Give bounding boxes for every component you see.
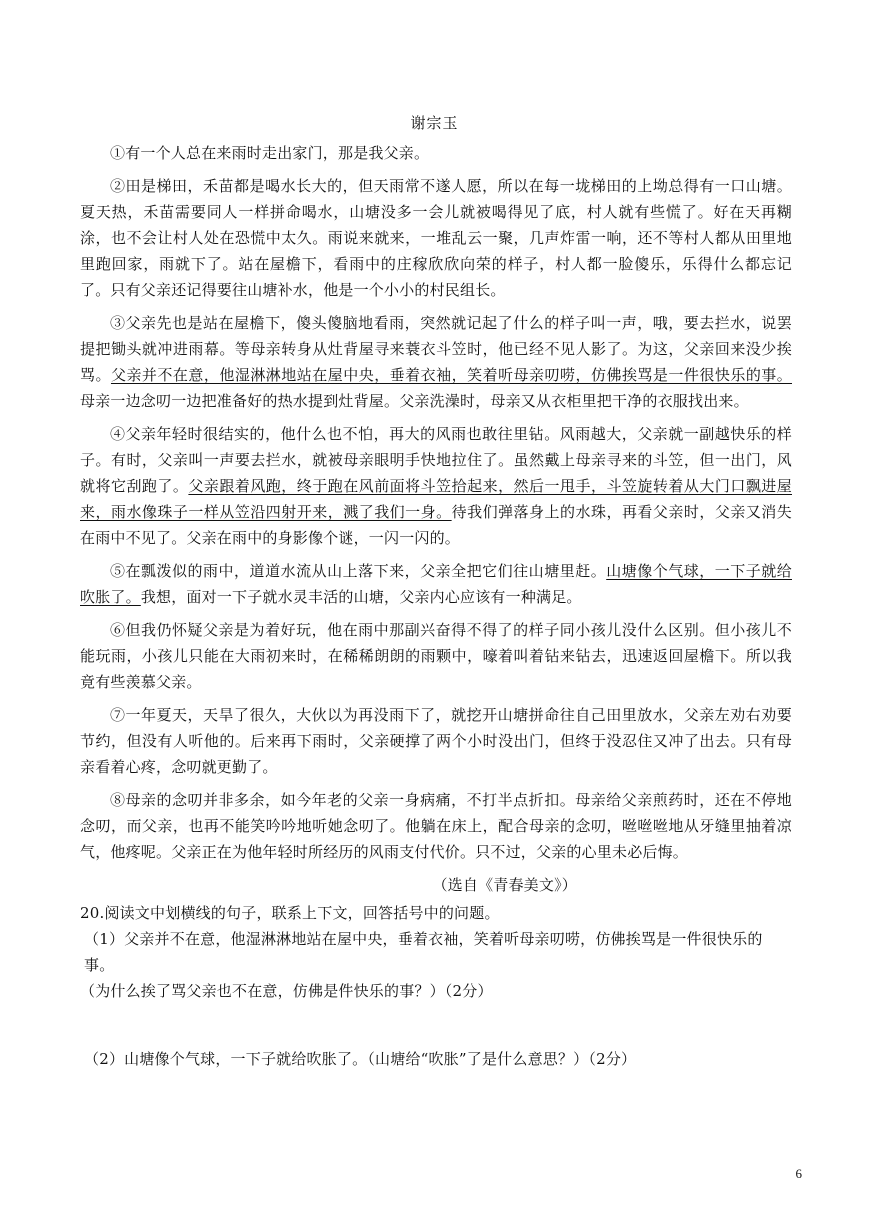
article-paragraphs [80, 140, 792, 865]
paragraph-p7 [80, 702, 792, 780]
paragraph-p3 [80, 310, 792, 414]
paragraph-text: ⑦一年夏天，天旱了很久，大伙以为再没雨下了，就挖开山塘拼命往自己田里放水，父亲左劝右劝要节约，但没有人听他的。后来再下雨时，父亲硬撑了两个小时没出门，但终于没忍住又冲了出去。只有母亲看着心疼，念叨就更勤了。 [80, 706, 792, 776]
paragraph-p6 [80, 617, 792, 695]
question-1-prompt: （为什么挨了骂父亲也不在意，仿佛是件快乐的事？）（2分） [80, 982, 493, 1000]
paragraph-text: 母亲一边念叨一边把准备好的热水提到灶背屋。父亲洗澡时，母亲又从衣柜里把干净的衣服找出来。 [80, 392, 749, 410]
article-source: （选自《青春美文》） [432, 876, 577, 894]
paragraph-text: ②田是梯田，禾苗都是喝水长大的，但天雨常不遂人愿，所以在每一垅梯田的上坳总得有一口山塘。夏天热，禾苗需要同人一样拼命喝水，山塘没多一会儿就被喝得见了底，村人就有些慌了。好在天再糊涂，也不会让村人处在恐慌中太久。雨说来就来，一堆乱云一聚，几声炸雷一响，还不等村人都从田里地里跑回家，雨就下了。站在屋檐下，看雨中的庄稼欣欣向荣的样子，村人都一脸傻乐，乐得什么都忘记了。只有父亲还记得要往山塘补水，他是一个小小的村民组长。 [80, 177, 792, 299]
paragraph-p5 [80, 558, 792, 610]
paragraph-text: 待我们弹落身上的水珠，再看父亲时，父亲又消失在雨中不见了。父亲在雨中的身影像个谜，一闪一闪的。 [80, 503, 792, 547]
paragraph-p8 [80, 787, 792, 865]
paragraph-text: ④父亲年轻时很结实的，他什么也不怕，再大的风雨也敢往里钻。风雨越大，父亲就一副越快乐的样子。有时，父亲叫一声要去拦水，就被母亲眼明手快地拉住了。虽然戴上母亲寻来的斗笠，但一出门，风就将它刮跑了。 [80, 425, 792, 495]
underlined-sentence: 父亲并不在意，他湿淋淋地站在屋中央，垂着衣袖，笑着听母亲叨唠，仿佛挨骂是一件很快乐的事。 [110, 366, 792, 384]
paragraph-p1 [80, 140, 792, 166]
paragraph-text: ⑥但我仍怀疑父亲是为着好玩，他在雨中那副兴奋得不得了的样子同小孩儿没什么区别。但小孩儿不能玩雨，小孩儿只能在大雨初来时，在稀稀朗朗的雨颗中，嚎着叫着钻来钻去，迅速返回屋檐下。所以我竟有些羡慕父亲。 [80, 621, 792, 691]
paragraph-text: 我想，面对一下子就水灵丰活的山塘，父亲内心应该有一种满足。 [140, 588, 582, 606]
question-1-text: （1）父亲并不在意，他湿淋淋地站在屋中央，垂着衣袖，笑着听母亲叨唠，仿佛挨骂是一件很快乐的事。 [84, 930, 763, 974]
paragraph-text: ③父亲先也是站在屋檐下，傻头傻脑地看雨，突然就记起了什么的样子叫一声，哦，要去拦水，说罢提把锄头就冲进雨幕。等母亲转身从灶背屋寻来蓑衣斗笠时，他已经不见人影了。为这，父亲回来没少挨骂。 [80, 314, 792, 384]
paragraph-p2 [80, 173, 792, 303]
question-2-text: （2）山塘像个气球，一下子就给吹胀了。（山塘给“吹胀”了是什么意思？）（2分） [84, 1050, 637, 1068]
paragraph-text: ①有一个人总在来雨时走出家门，那是我父亲。 [110, 144, 430, 162]
article-author: 谢宗玉 [410, 114, 459, 132]
underlined-sentence: 山塘像个气球，一下子就给吹胀了。 [80, 562, 792, 606]
paragraph-text: ⑧母亲的念叨并非多余，如今年老的父亲一身病痛，不打半点折扣。母亲给父亲煎药时，还在不停地念叨，而父亲，也再不能笑吟吟地听她念叨了。他躺在床上，配合母亲的念叨，咝咝咝地从牙缝里抽着凉气，他疼呢。父亲正在为他年轻时所经历的风雨支付代价。只不过，父亲的心里未必后悔。 [80, 791, 792, 861]
paragraph-text: ⑤在瓢泼似的雨中，道道水流从山上落下来，父亲全把它们往山塘里赶。 [110, 562, 607, 580]
article-body [80, 140, 792, 1072]
paragraph-p4 [80, 421, 792, 551]
page-number: 6 [795, 1166, 802, 1181]
underlined-sentence: 父亲跟着风跑，终于跑在风前面将斗笠拾起来，然后一甩手，斗笠旋转着从大门口飘进屋来，雨水像珠子一样从笠沿四射开来，溅了我们一身。 [80, 477, 792, 521]
question-20-stem: 20.阅读文中划横线的句子，联系上下文，回答括号中的问题。 [80, 904, 500, 922]
